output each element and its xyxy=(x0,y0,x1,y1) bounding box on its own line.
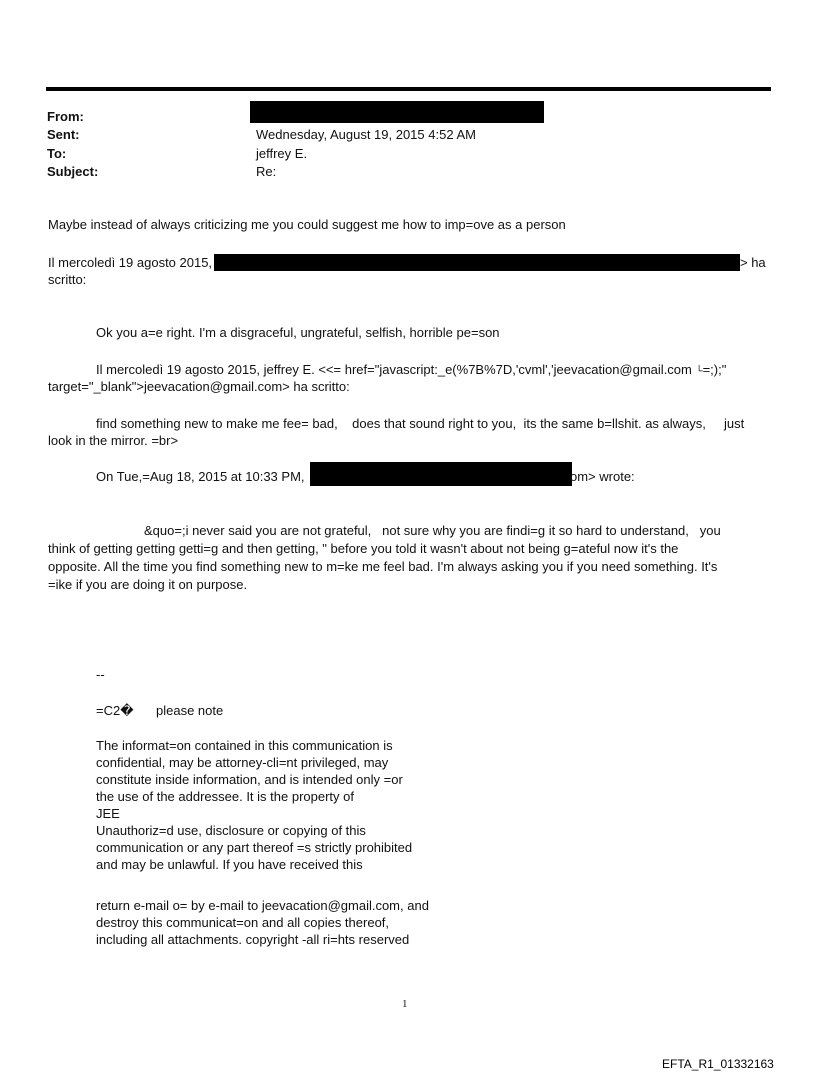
quote-3-prefix: On Tue,=Aug 18, 2015 at 10:33 PM, xyxy=(96,469,305,484)
body-para-1: &quo=;i never said you are not grateful, not sure why you are findi=g it so hard to understand, you xyxy=(144,523,721,538)
disclaimer-block-b xyxy=(96,897,476,948)
reply-2-line-2: look in the mirror. =br> xyxy=(48,433,179,448)
redaction-quote-3 xyxy=(310,462,572,486)
disclaimer-line: return e-mail o= by e-mail to jeevacation@gmail.com, and xyxy=(96,898,429,913)
quote-3-suffix: om> wrote: xyxy=(570,469,635,484)
disclaimer-line: destroy this communicat=on and all copies thereof, xyxy=(96,915,390,930)
signature-dashes: -- xyxy=(96,667,105,682)
disclaimer-line: Unauthoriz=d use, disclosure or copying of this xyxy=(96,823,366,838)
body-para-3: opposite. All the time you find something new to m=ke me feel bad. I'm always asking you if you need something. It's xyxy=(48,559,718,574)
sent-value: Wednesday, August 19, 2015 4:52 AM xyxy=(256,127,476,142)
disclaimer-block-a xyxy=(96,737,476,873)
quote-2-line-2: target="_blank">jeevacation@gmail.com> ha scritto: xyxy=(48,379,350,394)
reply-1: Ok you a=e right. I'm a disgraceful, ungrateful, selfish, horrible pe=son xyxy=(96,325,500,340)
disclaimer-line: and may be unlawful. If you have received this xyxy=(96,857,363,872)
disclaimer-line: constitute inside information, and is intended only =or xyxy=(96,772,403,787)
redaction-from xyxy=(250,101,544,123)
subject-value: Re: xyxy=(256,164,277,179)
disclaimer-line: the use of the addressee. It is the property of xyxy=(96,789,354,804)
quote-1-prefix: Il mercoledì 19 agosto 2015, xyxy=(48,255,213,270)
to-label: To: xyxy=(47,146,67,161)
redaction-quote-1 xyxy=(214,254,740,271)
quote-2-line-1-end: =;);" xyxy=(702,362,727,377)
disclaimer-line: The informat=on contained in this communication is xyxy=(96,738,393,753)
to-value: jeffrey E. xyxy=(256,146,308,161)
from-label: From: xyxy=(47,109,84,124)
header-rule xyxy=(46,87,771,91)
signature-note-text: please note xyxy=(156,703,224,718)
body-para-4: =ike if you are doing it on purpose. xyxy=(48,577,248,592)
quote-2-line-1-text: Il mercoledì 19 agosto 2015, jeffrey E. <<= href="javascript:_e(%7B%7D,'cvml','jeevacation@gmail.com xyxy=(96,362,692,377)
disclaimer-line: confidential, may be attorney-cli=nt privileged, may xyxy=(96,755,389,770)
disclaimer-line: JEE xyxy=(96,806,120,821)
quote-1-continuation: scritto: xyxy=(48,272,87,287)
disclaimer-line: including all attachments. copyright -all ri=hts reserved xyxy=(96,932,410,947)
body-para-2: think of getting getting getti=g and then getting, " before you told it wasn't about not being g=ateful now it's the xyxy=(48,541,679,556)
sent-label: Sent: xyxy=(47,127,80,142)
quote-1-suffix: > ha xyxy=(740,255,766,270)
subject-label: Subject: xyxy=(47,164,99,179)
reply-2-line-1: find something new to make me fee= bad, does that sound right to you, its the same b=llshit. as always, just xyxy=(96,416,745,431)
page-number: 1 xyxy=(402,998,408,1010)
document-id: EFTA_R1_01332163 xyxy=(662,1057,774,1071)
signature-note-code: =C2� xyxy=(96,703,134,718)
corner-glyph-icon: └ xyxy=(695,366,703,377)
body-line-1: Maybe instead of always criticizing me you could suggest me how to imp=ove as a person xyxy=(48,217,566,232)
disclaimer-line: communication or any part thereof =s strictly prohibited xyxy=(96,840,413,855)
